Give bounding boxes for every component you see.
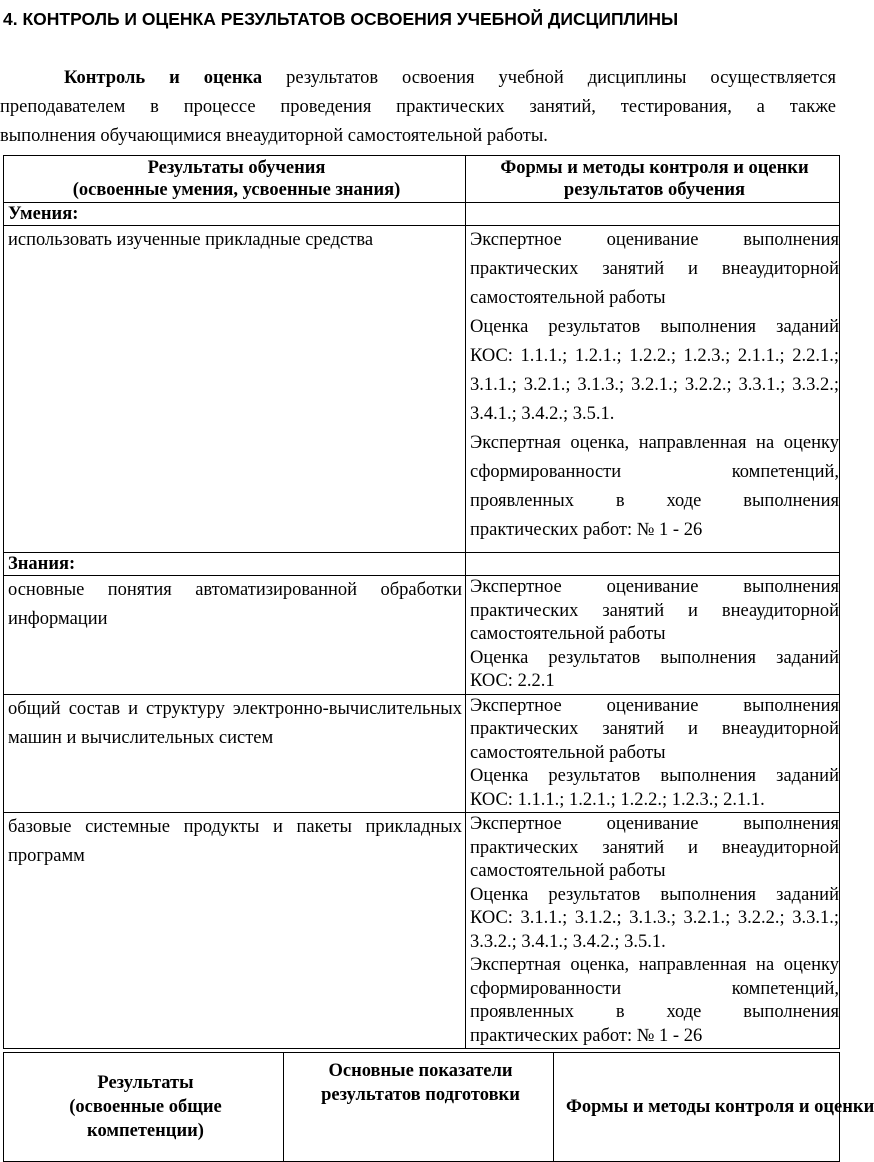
header-methods-line2: результатов обучения bbox=[563, 180, 746, 200]
competencies-table bbox=[3, 1052, 874, 1162]
method-item: Экспертное оценивание выполнения практических занятий и внеаудиторной самостоятельной работы bbox=[470, 577, 839, 644]
table-row bbox=[4, 576, 840, 695]
header-indicators-line2: результатов подготовки bbox=[321, 1085, 520, 1105]
header-indicators bbox=[284, 1053, 554, 1162]
methods-cell bbox=[466, 226, 840, 553]
methods-cell bbox=[466, 694, 840, 813]
section-row-knowledge bbox=[4, 553, 840, 576]
method-item: Экспертное оценивание выполнения практических занятий и внеаудиторной самостоятельной работы bbox=[470, 814, 839, 881]
method-item: Экспертная оценка, направленная на оценку сформированности компетенций, проявленных в ходе выполнения практических работ: № 1 - 26 bbox=[470, 955, 839, 1046]
intro-bold-phrase: Контроль и оценка bbox=[64, 68, 263, 88]
intro-line-1 bbox=[0, 64, 836, 93]
method-item: Оценка результатов выполнения заданий КОС: 2.2.1 bbox=[470, 647, 839, 691]
competencies-table-header bbox=[4, 1053, 840, 1162]
results-table bbox=[3, 155, 840, 1049]
intro-line-1-text: результатов освоения учебной дисциплины осуществляется bbox=[286, 68, 837, 88]
result-cell: базовые системные продукты и пакеты прикладных программ bbox=[4, 813, 466, 1049]
header-indicators-line1: Основные показатели bbox=[328, 1061, 513, 1081]
methods-cell bbox=[466, 813, 840, 1049]
result-cell: общий состав и структуру электронно-вычислительных машин и вычислительных систем bbox=[4, 694, 466, 813]
method-item: Экспертное оценивание выполнения практических занятий и внеаудиторной самостоятельной работы bbox=[470, 695, 839, 763]
header-competencies-line3: компетенции) bbox=[87, 1121, 204, 1141]
section-title-skills: Умения: bbox=[4, 203, 466, 226]
table-row bbox=[4, 226, 840, 553]
method-item: Экспертное оценивание выполнения практических занятий и внеаудиторной самостоятельной работы bbox=[470, 230, 839, 308]
header-results bbox=[4, 156, 466, 203]
section-row-skills bbox=[4, 203, 840, 226]
header-control-methods: Формы и методы контроля и оценки bbox=[554, 1053, 840, 1162]
result-cell: основные понятия автоматизированной обработки информации bbox=[4, 576, 466, 695]
result-cell: использовать изученные прикладные средства bbox=[4, 226, 466, 553]
header-results-line2: (освоенные умения, усвоенные знания) bbox=[72, 180, 401, 200]
method-item: Оценка результатов выполнения заданий КОС: 1.1.1.; 1.2.1.; 1.2.2.; 1.2.3.; 2.1.1.; 2.2.1.; 3.1.1.; 3.2.1.; 3.1.3.; 3.2.1.; 3.2.2.; 3.3.1.; 3.3.2.; 3.4.1.; 3.4.2.; 3.5.1. bbox=[470, 317, 839, 424]
section-empty-cell bbox=[466, 203, 840, 226]
section-empty-cell bbox=[466, 553, 840, 576]
header-methods bbox=[466, 156, 840, 203]
header-competencies-line2: (освоенные общие bbox=[69, 1097, 222, 1117]
method-item: Экспертная оценка, направленная на оценку сформированности компетенций, проявленных в ходе выполнения практических работ: № 1 - 26 bbox=[470, 433, 839, 540]
header-results-line1: Результаты обучения bbox=[147, 158, 326, 178]
intro-line-2: преподавателем в процессе проведения практических занятий, тестирования, а также bbox=[0, 97, 836, 117]
section-heading: 4. КОНТРОЛЬ И ОЦЕНКА РЕЗУЛЬТАТОВ ОСВОЕНИЯ УЧЕБНОЙ ДИСЦИПЛИНЫ bbox=[3, 9, 679, 29]
methods-cell bbox=[466, 576, 840, 695]
table-row bbox=[4, 813, 840, 1049]
intro-line-3: выполнения обучающимися внеаудиторной самостоятельной работы. bbox=[0, 126, 548, 146]
header-competencies bbox=[4, 1053, 284, 1162]
header-methods-line1: Формы и методы контроля и оценки bbox=[500, 158, 809, 178]
results-table-header bbox=[4, 156, 840, 203]
intro-paragraph bbox=[0, 64, 836, 151]
method-item: Оценка результатов выполнения заданий КОС: 3.1.1.; 3.1.2.; 3.1.3.; 3.2.1.; 3.2.2.; 3.3.1.; 3.3.2.; 3.4.1.; 3.4.2.; 3.5.1. bbox=[470, 884, 839, 952]
table-row bbox=[4, 694, 840, 813]
method-item: Оценка результатов выполнения заданий КОС: 1.1.1.; 1.2.1.; 1.2.2.; 1.2.3.; 2.1.1. bbox=[470, 766, 839, 810]
header-competencies-line1: Результаты bbox=[97, 1073, 194, 1093]
section-title-knowledge: Знания: bbox=[4, 553, 466, 576]
